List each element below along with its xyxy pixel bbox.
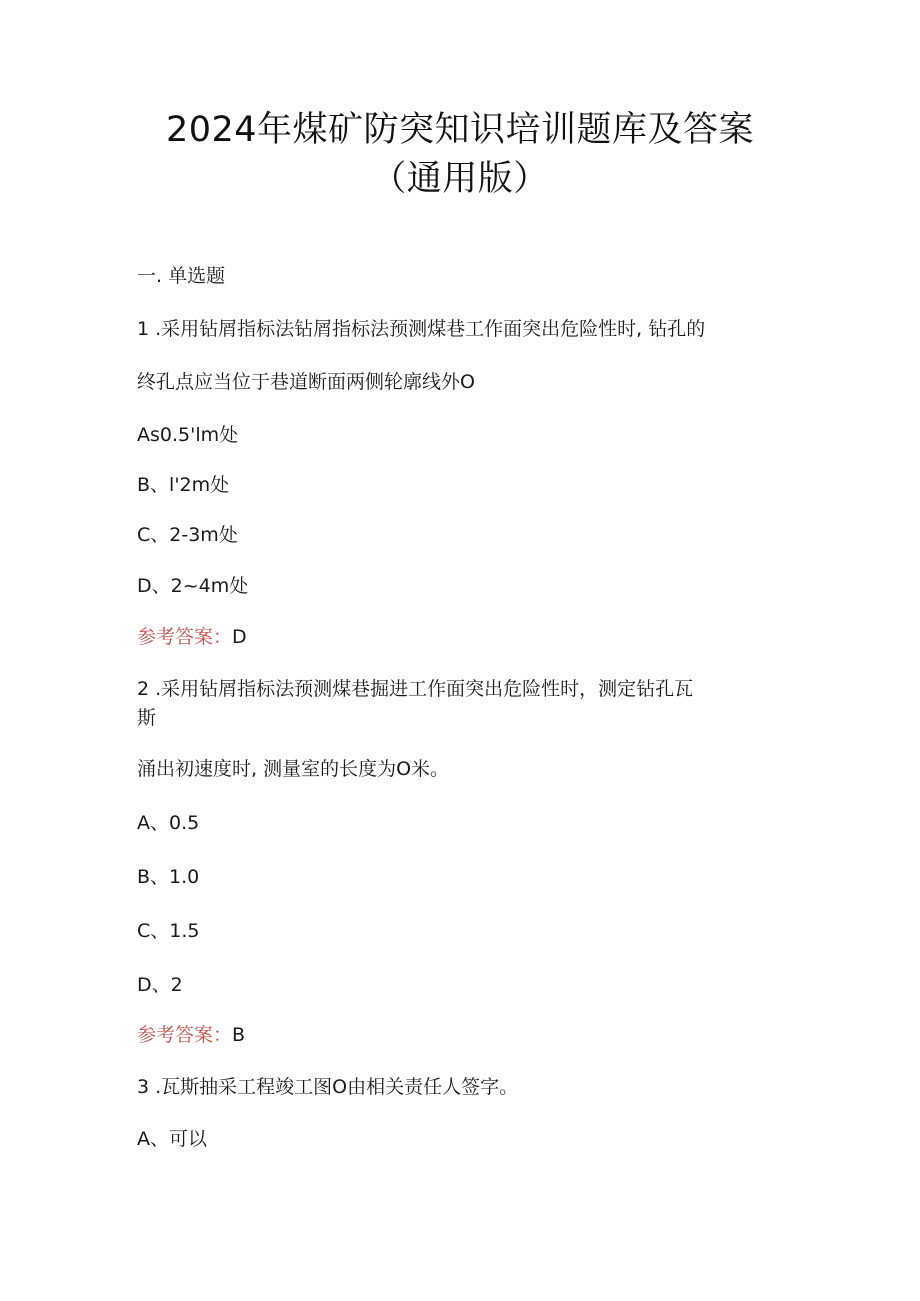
q2-answer: [137, 1022, 245, 1048]
q1-answer-value: D: [232, 626, 247, 648]
q1-option-c: C、2-3m处: [137, 524, 238, 546]
q2-stem-line-2: 斯: [137, 707, 157, 729]
q3-stem-line-1: 3 .瓦斯抽采工程竣工图O由相关责任人签字。: [137, 1076, 519, 1098]
q2-option-d: D、2: [137, 974, 183, 996]
q1-answer: [137, 624, 247, 650]
q2-option-a: A、0.5: [137, 812, 200, 834]
q2-stem-line-3: 涌出初速度时, 测量室的长度为O米。: [137, 758, 450, 780]
q2-answer-value: B: [232, 1024, 246, 1046]
q3-option-a: A、可以: [137, 1128, 207, 1150]
q1-option-b: B、l'2m处: [137, 474, 230, 496]
q1-option-d: D、2~4m处: [137, 575, 249, 597]
document-title-line-2: （通用版）: [371, 159, 549, 199]
q1-answer-label: 参考答案：: [137, 626, 233, 648]
q1-stem-line-2: 终孔点应当位于巷道断面两侧轮廓线外O: [137, 371, 475, 393]
section-heading: 一. 单选题: [137, 265, 226, 287]
q2-option-c: C、1.5: [137, 920, 200, 942]
q2-answer-label: 参考答案：: [137, 1024, 233, 1046]
document-title-line-1: 2024年煤矿防突知识培训题库及答案: [165, 110, 755, 150]
q1-stem-line-1: 1 .采用钻屑指标法钻屑指标法预测煤巷工作面突出危险性时, 钻孔的: [137, 318, 706, 340]
q2-stem-line-1: 2 .采用钻屑指标法预测煤巷掘进工作面突出危险性时，测定钻孔瓦: [137, 678, 694, 700]
q2-option-b: B、1.0: [137, 866, 200, 888]
q1-option-a: As0.5'lm处: [137, 424, 239, 446]
